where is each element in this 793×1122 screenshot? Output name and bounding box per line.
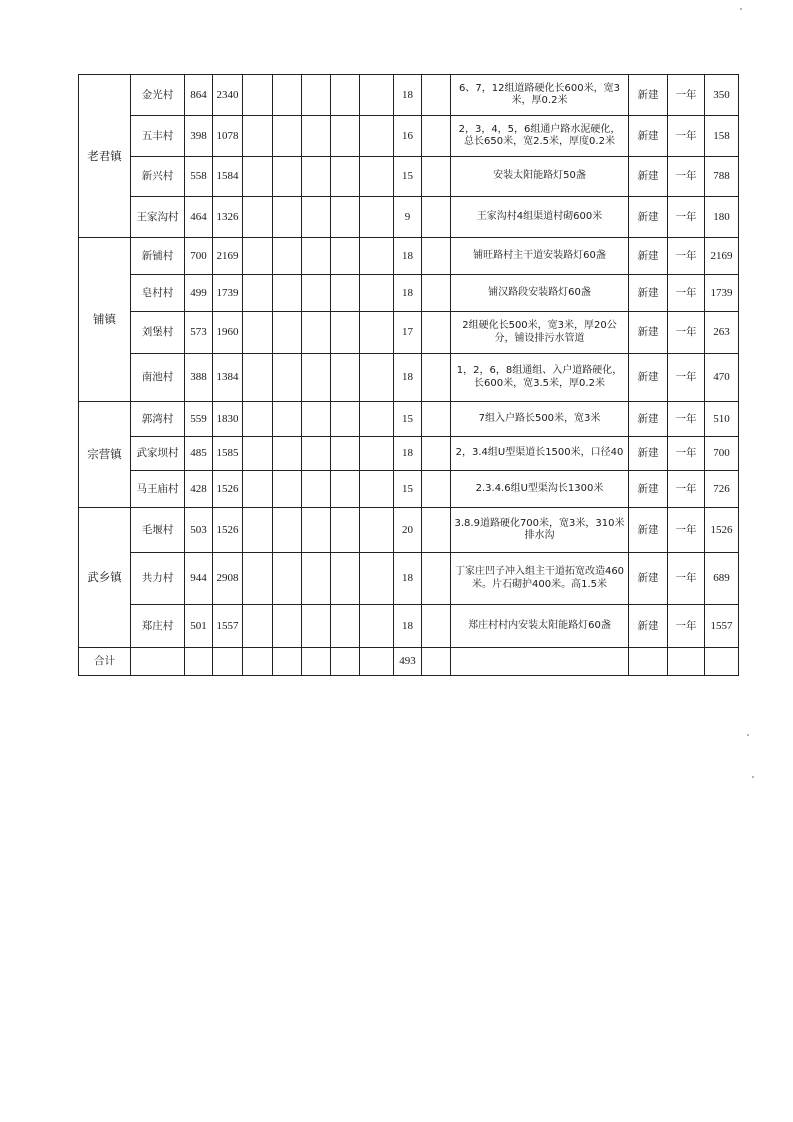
- empty-cell: [273, 75, 302, 116]
- table-row: [79, 402, 739, 437]
- score-cell: 18: [394, 75, 422, 116]
- amount-cell: 158: [705, 116, 739, 157]
- households-cell: 573: [185, 312, 213, 354]
- empty-cell: [360, 157, 394, 197]
- content-cell: 2.3.4.6组U型渠沟长1300米: [451, 471, 629, 508]
- population-cell: 1960: [213, 312, 243, 354]
- build-type-cell: 新建: [629, 157, 668, 197]
- project-table: [78, 74, 739, 676]
- empty-cell: [331, 471, 360, 508]
- empty-cell: [629, 648, 668, 676]
- build-type-cell: 新建: [629, 275, 668, 312]
- build-type-cell: 新建: [629, 471, 668, 508]
- empty-cell: [273, 116, 302, 157]
- score-cell: 9: [394, 197, 422, 238]
- empty-cell: [243, 605, 273, 648]
- period-cell: 一年: [668, 471, 705, 508]
- population-cell: 1526: [213, 508, 243, 553]
- population-cell: 2169: [213, 238, 243, 275]
- empty-cell: [243, 157, 273, 197]
- table-row: [79, 471, 739, 508]
- content-cell: 3.8.9道路硬化700米，宽3米，310米排水沟: [451, 508, 629, 553]
- total-score-cell: 493: [394, 648, 422, 676]
- empty-cell: [302, 354, 331, 402]
- town-name-cell: 武乡镇: [79, 508, 131, 648]
- table-row: [79, 508, 739, 553]
- period-cell: 一年: [668, 75, 705, 116]
- period-cell: 一年: [668, 157, 705, 197]
- village-name-cell: 刘堡村: [131, 312, 185, 354]
- empty-cell: [331, 648, 360, 676]
- empty-cell: [131, 648, 185, 676]
- content-cell: 铺旺路村主干道安装路灯60盏: [451, 238, 629, 275]
- empty-cell: [422, 238, 451, 275]
- empty-cell: [243, 508, 273, 553]
- amount-cell: 263: [705, 312, 739, 354]
- amount-cell: 700: [705, 437, 739, 471]
- empty-cell: [422, 312, 451, 354]
- empty-cell: [302, 275, 331, 312]
- build-type-cell: 新建: [629, 508, 668, 553]
- population-cell: 2908: [213, 553, 243, 605]
- amount-cell: 788: [705, 157, 739, 197]
- empty-cell: [273, 648, 302, 676]
- empty-cell: [273, 157, 302, 197]
- population-cell: 1739: [213, 275, 243, 312]
- amount-cell: 180: [705, 197, 739, 238]
- empty-cell: [302, 116, 331, 157]
- empty-cell: [331, 437, 360, 471]
- population-cell: 1384: [213, 354, 243, 402]
- households-cell: 944: [185, 553, 213, 605]
- empty-cell: [422, 402, 451, 437]
- content-cell: 郑庄村村内安装太阳能路灯60盏: [451, 605, 629, 648]
- table-row: [79, 116, 739, 157]
- empty-cell: [243, 197, 273, 238]
- empty-cell: [331, 75, 360, 116]
- empty-cell: [273, 402, 302, 437]
- score-cell: 16: [394, 116, 422, 157]
- empty-cell: [360, 75, 394, 116]
- empty-cell: [273, 354, 302, 402]
- content-cell: 2，3.4组U型渠道长1500米，口径40: [451, 437, 629, 471]
- table-row: [79, 354, 739, 402]
- empty-cell: [273, 238, 302, 275]
- empty-cell: [331, 402, 360, 437]
- village-name-cell: 新铺村: [131, 238, 185, 275]
- empty-cell: [302, 197, 331, 238]
- empty-cell: [331, 275, 360, 312]
- village-name-cell: 马王庙村: [131, 471, 185, 508]
- empty-cell: [360, 471, 394, 508]
- empty-cell: [331, 508, 360, 553]
- empty-cell: [422, 75, 451, 116]
- amount-cell: 1557: [705, 605, 739, 648]
- households-cell: 428: [185, 471, 213, 508]
- village-name-cell: 郑庄村: [131, 605, 185, 648]
- build-type-cell: 新建: [629, 402, 668, 437]
- period-cell: 一年: [668, 508, 705, 553]
- table-row: [79, 553, 739, 605]
- amount-cell: 470: [705, 354, 739, 402]
- empty-cell: [360, 275, 394, 312]
- population-cell: 1584: [213, 157, 243, 197]
- table-row: [79, 437, 739, 471]
- households-cell: 503: [185, 508, 213, 553]
- table-row: [79, 238, 739, 275]
- amount-cell: 510: [705, 402, 739, 437]
- empty-cell: [331, 605, 360, 648]
- table-body: [79, 75, 739, 676]
- empty-cell: [360, 437, 394, 471]
- empty-cell: [360, 197, 394, 238]
- period-cell: 一年: [668, 402, 705, 437]
- empty-cell: [422, 508, 451, 553]
- empty-cell: [302, 605, 331, 648]
- empty-cell: [331, 238, 360, 275]
- period-cell: 一年: [668, 605, 705, 648]
- content-cell: 丁家庄凹子冲入组主干道拓宽改造460米。片石砌护400米。高1.5米: [451, 553, 629, 605]
- period-cell: 一年: [668, 553, 705, 605]
- score-cell: 18: [394, 605, 422, 648]
- empty-cell: [273, 437, 302, 471]
- period-cell: 一年: [668, 238, 705, 275]
- empty-cell: [243, 238, 273, 275]
- amount-cell: 1526: [705, 508, 739, 553]
- empty-cell: [422, 116, 451, 157]
- empty-cell: [243, 437, 273, 471]
- households-cell: 501: [185, 605, 213, 648]
- table-row: [79, 197, 739, 238]
- period-cell: 一年: [668, 312, 705, 354]
- empty-cell: [422, 157, 451, 197]
- period-cell: 一年: [668, 116, 705, 157]
- households-cell: 398: [185, 116, 213, 157]
- empty-cell: [360, 402, 394, 437]
- score-cell: 15: [394, 471, 422, 508]
- total-label-cell: 合计: [79, 648, 131, 676]
- empty-cell: [422, 197, 451, 238]
- population-cell: 1585: [213, 437, 243, 471]
- amount-cell: 689: [705, 553, 739, 605]
- score-cell: 20: [394, 508, 422, 553]
- content-cell: 7组入户路长500米，宽3米: [451, 402, 629, 437]
- town-name-cell: 老君镇: [79, 75, 131, 238]
- empty-cell: [302, 238, 331, 275]
- scan-speck: [752, 776, 754, 778]
- score-cell: 15: [394, 157, 422, 197]
- scan-speck: [740, 8, 742, 10]
- empty-cell: [243, 275, 273, 312]
- empty-cell: [331, 312, 360, 354]
- empty-cell: [273, 197, 302, 238]
- empty-cell: [243, 312, 273, 354]
- content-cell: 2，3，4，5，6组通户路水泥硬化，总长650米，宽2.5米，厚度0.2米: [451, 116, 629, 157]
- empty-cell: [331, 157, 360, 197]
- build-type-cell: 新建: [629, 437, 668, 471]
- empty-cell: [668, 648, 705, 676]
- empty-cell: [273, 275, 302, 312]
- empty-cell: [360, 116, 394, 157]
- village-name-cell: 新兴村: [131, 157, 185, 197]
- table-row: [79, 275, 739, 312]
- score-cell: 18: [394, 275, 422, 312]
- amount-cell: 2169: [705, 238, 739, 275]
- population-cell: 1557: [213, 605, 243, 648]
- period-cell: 一年: [668, 437, 705, 471]
- empty-cell: [273, 553, 302, 605]
- households-cell: 485: [185, 437, 213, 471]
- content-cell: 铺汉路段安装路灯60盏: [451, 275, 629, 312]
- period-cell: 一年: [668, 197, 705, 238]
- score-cell: 17: [394, 312, 422, 354]
- empty-cell: [422, 648, 451, 676]
- empty-cell: [451, 648, 629, 676]
- village-name-cell: 武家坝村: [131, 437, 185, 471]
- village-name-cell: 毛堰村: [131, 508, 185, 553]
- village-name-cell: 南池村: [131, 354, 185, 402]
- table-row: [79, 312, 739, 354]
- empty-cell: [360, 354, 394, 402]
- score-cell: 18: [394, 437, 422, 471]
- empty-cell: [243, 354, 273, 402]
- empty-cell: [302, 402, 331, 437]
- content-cell: 1，2，6，8组通组、入户道路硬化，长600米，宽3.5米，厚0.2米: [451, 354, 629, 402]
- empty-cell: [422, 553, 451, 605]
- empty-cell: [302, 75, 331, 116]
- households-cell: 499: [185, 275, 213, 312]
- empty-cell: [331, 553, 360, 605]
- empty-cell: [302, 553, 331, 605]
- empty-cell: [273, 312, 302, 354]
- empty-cell: [243, 116, 273, 157]
- content-cell: 安装太阳能路灯50盏: [451, 157, 629, 197]
- empty-cell: [243, 75, 273, 116]
- empty-cell: [705, 648, 739, 676]
- build-type-cell: 新建: [629, 605, 668, 648]
- empty-cell: [302, 312, 331, 354]
- empty-cell: [360, 605, 394, 648]
- village-name-cell: 皂村村: [131, 275, 185, 312]
- empty-cell: [273, 605, 302, 648]
- empty-cell: [360, 312, 394, 354]
- table-row: [79, 605, 739, 648]
- households-cell: 464: [185, 197, 213, 238]
- build-type-cell: 新建: [629, 354, 668, 402]
- amount-cell: 1739: [705, 275, 739, 312]
- empty-cell: [243, 648, 273, 676]
- empty-cell: [360, 508, 394, 553]
- empty-cell: [243, 471, 273, 508]
- population-cell: 2340: [213, 75, 243, 116]
- empty-cell: [273, 471, 302, 508]
- empty-cell: [331, 197, 360, 238]
- empty-cell: [243, 402, 273, 437]
- village-name-cell: 郭湾村: [131, 402, 185, 437]
- village-name-cell: 王家沟村: [131, 197, 185, 238]
- town-name-cell: 宗营镇: [79, 402, 131, 508]
- population-cell: 1526: [213, 471, 243, 508]
- empty-cell: [360, 648, 394, 676]
- population-cell: 1830: [213, 402, 243, 437]
- households-cell: 864: [185, 75, 213, 116]
- period-cell: 一年: [668, 275, 705, 312]
- households-cell: 558: [185, 157, 213, 197]
- empty-cell: [422, 605, 451, 648]
- empty-cell: [422, 437, 451, 471]
- village-name-cell: 五丰村: [131, 116, 185, 157]
- build-type-cell: 新建: [629, 312, 668, 354]
- empty-cell: [302, 471, 331, 508]
- village-name-cell: 共力村: [131, 553, 185, 605]
- build-type-cell: 新建: [629, 116, 668, 157]
- empty-cell: [331, 116, 360, 157]
- empty-cell: [360, 238, 394, 275]
- content-cell: 6、7，12组道路硬化长600米，宽3米，厚0.2米: [451, 75, 629, 116]
- empty-cell: [185, 648, 213, 676]
- table-row: [79, 157, 739, 197]
- score-cell: 15: [394, 402, 422, 437]
- empty-cell: [302, 508, 331, 553]
- content-cell: 2组硬化长500米，宽3米，厚20公分，铺设排污水管道: [451, 312, 629, 354]
- empty-cell: [273, 508, 302, 553]
- empty-cell: [331, 354, 360, 402]
- build-type-cell: 新建: [629, 553, 668, 605]
- period-cell: 一年: [668, 354, 705, 402]
- score-cell: 18: [394, 238, 422, 275]
- empty-cell: [302, 437, 331, 471]
- build-type-cell: 新建: [629, 75, 668, 116]
- empty-cell: [302, 648, 331, 676]
- population-cell: 1326: [213, 197, 243, 238]
- empty-cell: [360, 553, 394, 605]
- empty-cell: [302, 157, 331, 197]
- score-cell: 18: [394, 354, 422, 402]
- population-cell: 1078: [213, 116, 243, 157]
- amount-cell: 726: [705, 471, 739, 508]
- households-cell: 388: [185, 354, 213, 402]
- score-cell: 18: [394, 553, 422, 605]
- empty-cell: [422, 275, 451, 312]
- amount-cell: 350: [705, 75, 739, 116]
- empty-cell: [243, 553, 273, 605]
- empty-cell: [422, 354, 451, 402]
- build-type-cell: 新建: [629, 197, 668, 238]
- households-cell: 559: [185, 402, 213, 437]
- total-row: [79, 648, 739, 676]
- content-cell: 王家沟村4组渠道村砌600米: [451, 197, 629, 238]
- village-name-cell: 金光村: [131, 75, 185, 116]
- table-row: [79, 75, 739, 116]
- empty-cell: [213, 648, 243, 676]
- scan-speck: [747, 734, 749, 736]
- empty-cell: [422, 471, 451, 508]
- town-name-cell: 铺镇: [79, 238, 131, 402]
- build-type-cell: 新建: [629, 238, 668, 275]
- households-cell: 700: [185, 238, 213, 275]
